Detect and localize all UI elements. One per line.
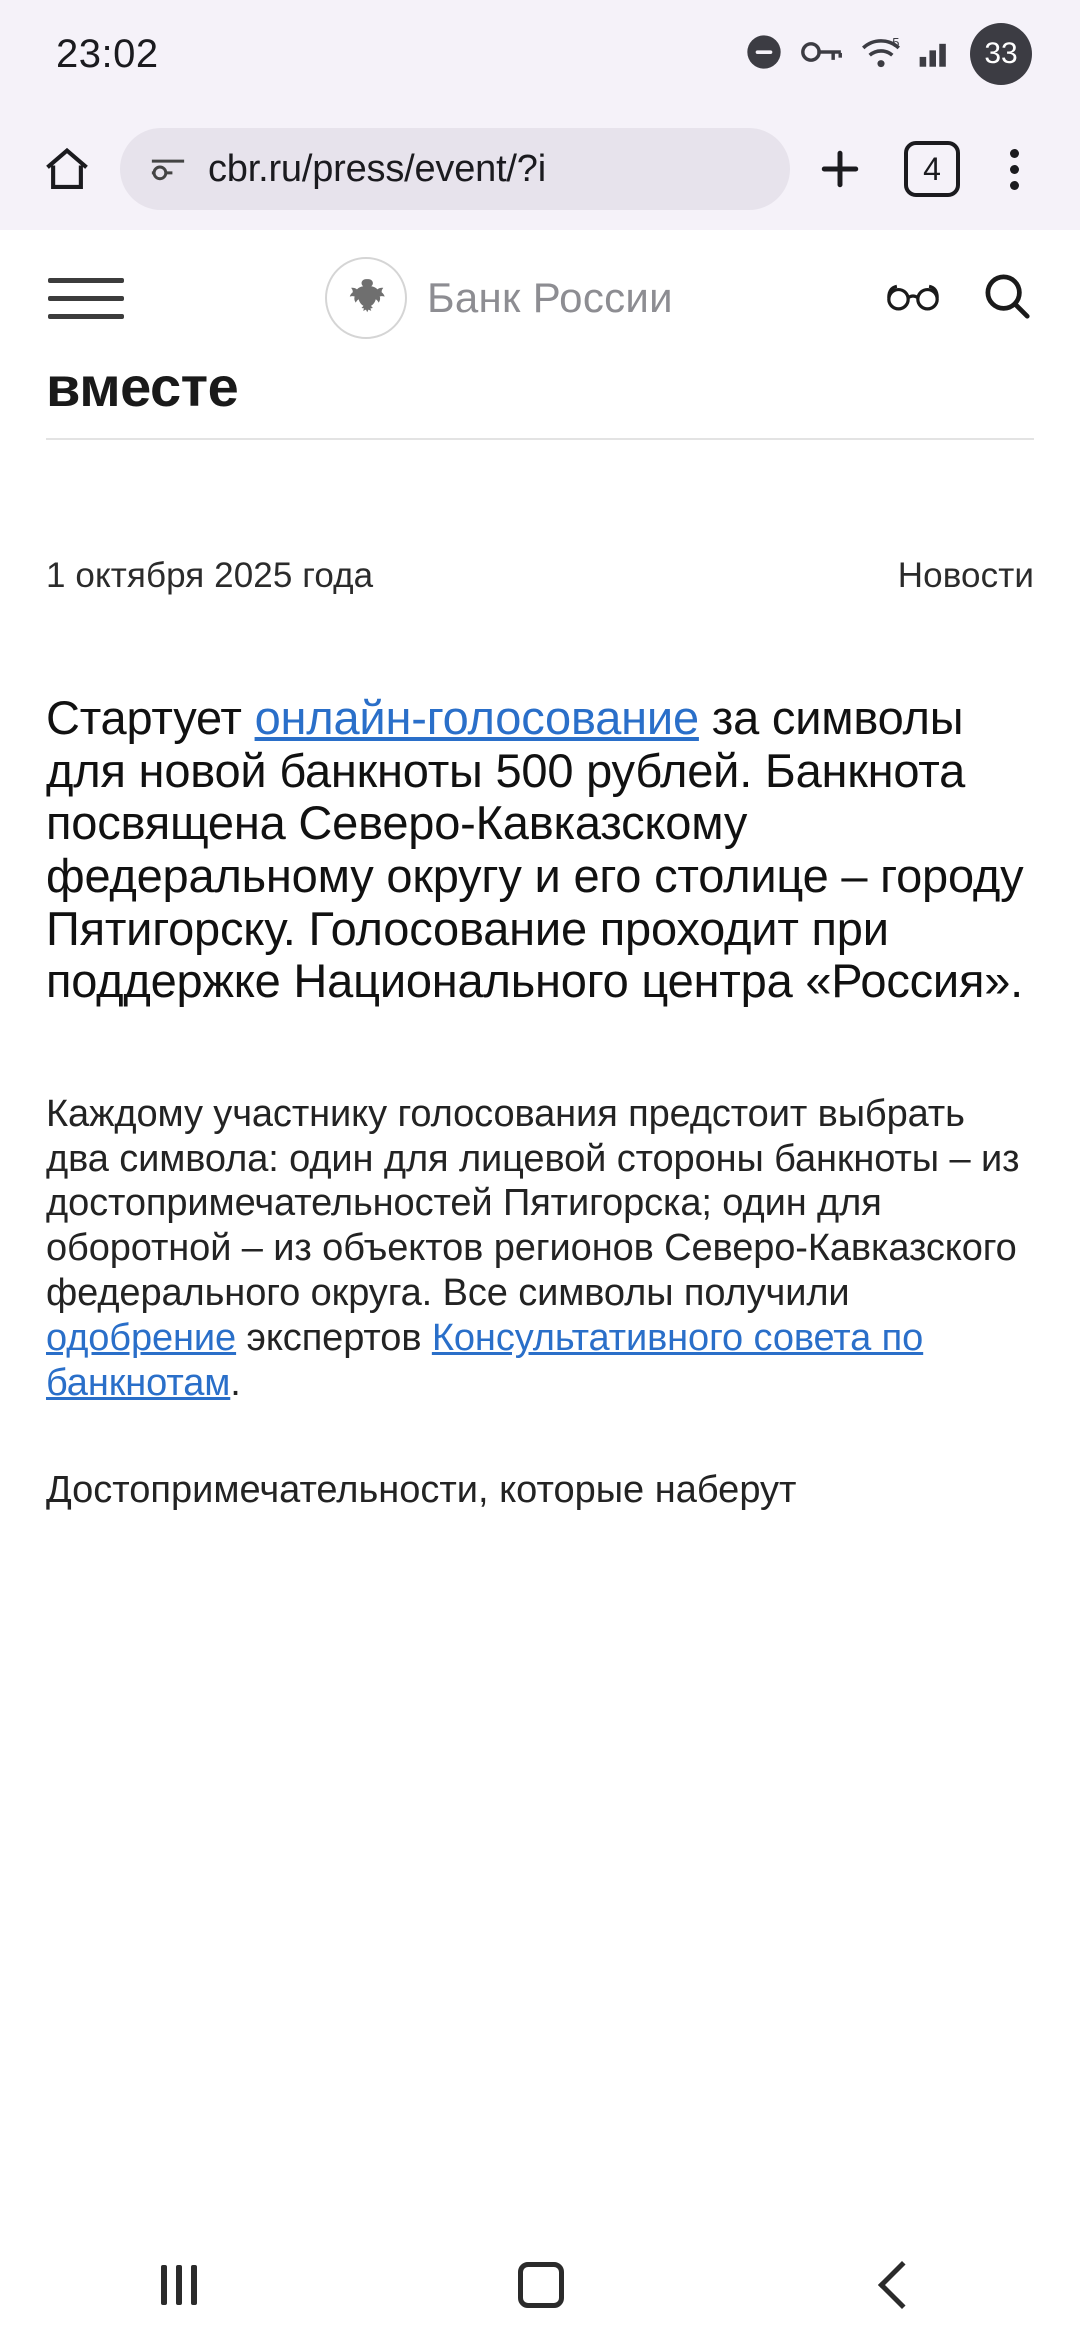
body-text-part1: Каждому участнику голосования предстоит выбрать два символа: один для лицевой стороны банкноты – из достопримечательностей Пятигорска; один для оборотной – из объектов регионов Северо-Кавказского федерального округа. Все символы получили (46, 1092, 1020, 1315)
lead-text-before: Стартует (46, 691, 255, 744)
online-voting-link[interactable]: онлайн-голосование (254, 691, 699, 744)
body-text-part2: экспертов (236, 1316, 432, 1359)
address-bar-url: cbr.ru/press/event/?i (208, 147, 546, 190)
wifi-icon (860, 32, 902, 77)
page-info-icon[interactable] (146, 150, 190, 189)
plus-icon[interactable] (800, 129, 880, 209)
android-status-bar (0, 0, 1080, 108)
home-icon[interactable] (30, 132, 104, 206)
body-text-part3: . (230, 1361, 241, 1404)
banknote-council-link[interactable]: Консультативного совета по банкнотам (46, 1316, 924, 1404)
article-meta (46, 556, 1034, 596)
status-clock: 23:02 (56, 31, 159, 76)
article-body (46, 1092, 1034, 1406)
tab-switcher-button[interactable]: 4 (904, 141, 960, 197)
address-bar[interactable] (120, 128, 790, 210)
dnd-icon (744, 32, 784, 77)
signal-icon (918, 32, 954, 77)
status-icon-group (744, 23, 1032, 85)
lead-text-after: за символы для новой банкноты 500 рублей. Банкнота посвящена Северо-Кавказскому федеральному округу и его столице – городу Пятигорску. Голосование проходит при поддержке Национального центра «Россия». (46, 691, 1024, 1008)
title-divider (46, 438, 1034, 440)
article-category: Новости (897, 556, 1034, 595)
site-logo[interactable] (124, 257, 874, 339)
glasses-icon[interactable] (884, 276, 942, 321)
overflow-menu-icon[interactable] (984, 129, 1044, 209)
hamburger-icon[interactable] (48, 278, 124, 319)
search-icon[interactable] (980, 269, 1034, 328)
browser-toolbar (0, 108, 1080, 230)
brand-name: Банк России (427, 274, 673, 321)
webpage-viewport (0, 230, 1080, 2340)
article-lead (46, 692, 1034, 1008)
vpn-key-icon (800, 32, 844, 77)
battery-percent-badge: 33 (970, 23, 1032, 85)
android-navigation-bar (0, 2228, 1080, 2340)
header-actions (884, 269, 1034, 328)
site-header (0, 230, 1080, 366)
article-content (0, 372, 1080, 1512)
approval-link[interactable]: одобрение (46, 1316, 237, 1359)
article-body-continued: Достопримечательности, которые наберут (46, 1468, 797, 1511)
double-headed-eagle-icon (325, 257, 407, 339)
page-title: вместе (46, 372, 239, 416)
svg-text:5: 5 (892, 34, 900, 50)
home-square-icon[interactable] (518, 2262, 564, 2308)
article-date: 1 октября 2025 года (46, 556, 374, 595)
recents-icon[interactable] (161, 2265, 197, 2305)
back-chevron-icon[interactable] (878, 2260, 926, 2308)
